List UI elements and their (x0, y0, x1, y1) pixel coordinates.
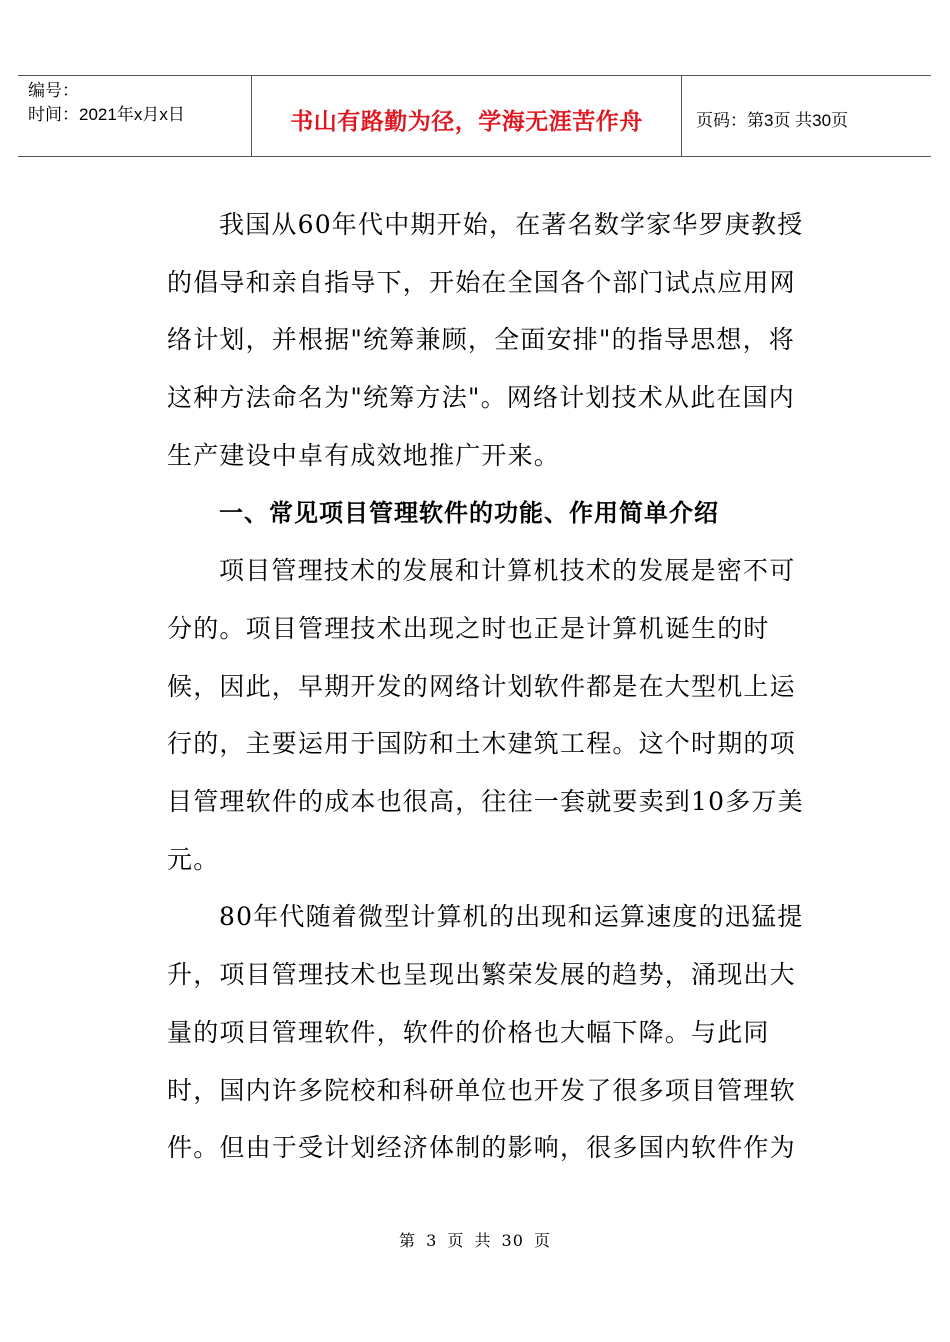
document-number-label: 编号： (28, 81, 79, 100)
header-motto: 书山有路勤为径，学海无涯苦作舟 (290, 108, 643, 135)
header-page-cell (682, 76, 931, 156)
header-meta-cell (18, 76, 252, 156)
document-body (167, 196, 807, 1177)
header-table (18, 75, 931, 157)
section-heading: 一、常见项目管理软件的功能、作用简单介绍 (219, 498, 719, 527)
body-paragraph: 我国从60年代中期开始，在著名数学家华罗庚教授的倡导和亲自指导下，开始在全国各个部门试点应用网络计划，并根据"统筹兼顾，全面安排"的指导思想，将这种方法命名为"统筹方法"。网络计划技术从此在国内生产建设中卓有成效地推广开来。 (167, 210, 804, 470)
header-page-number: 页码：第3页 共30页 (696, 110, 849, 130)
body-paragraph: 80年代随着微型计算机的出现和运算速度的迅猛提升，项目管理技术也呈现出繁荣发展的趋势，涌现出大量的项目管理软件，软件的价格也大幅下降。与此同时，国内许多院校和科研单位也开发了很多项目管理软件。但由于受计划经济体制的影响，很多国内软件作为 (167, 902, 804, 1163)
body-paragraph: 项目管理技术的发展和计算机技术的发展是密不可分的。项目管理技术出现之时也正是计算机诞生的时候，因此，早期开发的网络计划软件都是在大型机上运行的，主要运用于国防和土木建筑工程。这个时期的项目管理软件的成本也很高，往往一套就要卖到10多万美元。 (167, 556, 804, 874)
document-time-label: 时间：2021年x月x日 (28, 105, 185, 124)
page-footer: 第 3 页 共 30 页 (399, 1231, 551, 1250)
header-motto-cell (252, 76, 682, 156)
